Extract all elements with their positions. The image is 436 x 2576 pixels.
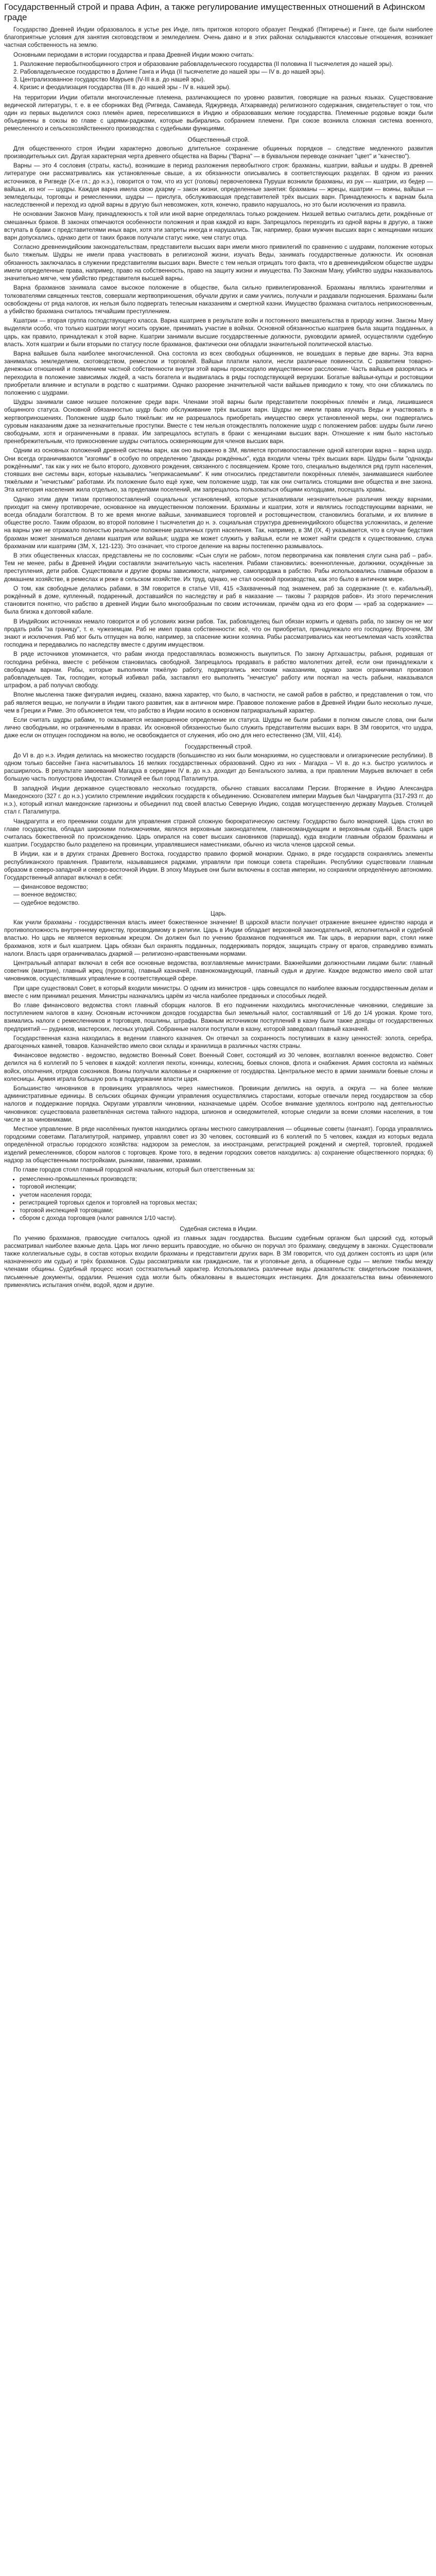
period-item: 3. Централизованное государство Маурьев (IV-III в.в. до нашей эры). [13,76,205,83]
social-paragraph: О том, как свободные делались рабами, в ЗМ говорится в статье VIII, 415 «Захваченный под знаменем, раб за содержание (т. е. кабальный), рождённый в доме, купленный, подаренный, доставшийся по наследству и раб в наказание — таковы 7 разрядов рабов». Из этого перечисления становится понятно, что рабство в древней Индии было многообразным по своим источникам, причём одна из его форм — «раб за содержание» — была близка к долговой кабале. [4,585,433,616]
city-duty-item: • торговой инспекцией торговцами; [20,1207,433,1214]
social-paragraph: Для общественного строя Индии характерно довольно длительное сохранение общинных порядков – следствие медленного развития производительных сил. Другая характерная черта древнего общества на Варны ("Варна" — в буквальном переводе означает "цвет" и "качество"). [4,145,433,160]
state-paragraph: Чандрагупта и его преемники создали для управления страной сложную бюрократическую систему. Государство было монархией. Царь стоял во главе государства, обладал широкими полномочиями, являлся верховным законодателем, главнокомандующим и верховным судьёй. Власть царя считалась божественной по происхождению. Царь опирался на совет высших сановников (паришад), куда входили главным образом брахманы и кшатрии. Государство было разделено на провинции, управлявшиеся наместниками, обычно из числа членов царской семьи. [4,818,433,849]
social-paragraph: В Индийских источниках немало говорится и об условиях жизни рабов. Так, рабовладелец был обязан кормить и одевать раба, по закону он не мог продать раба "за границу", т. е. чужеземцам. Раб не имел права собственности: всё, что он приобретал, принадлежало его господину. Впрочем, ЗМ знают и исключения. Раб мог быть отпущен на волю, например, за спасение жизни хозяина. Рабы рассматривались как неотъемлемая часть хозяйства господина и передавались по наследству вместе с другим имуществом. [4,618,433,649]
state-section [4,752,433,882]
social-paragraph: Если считать шудры рабами, то оказывается незавершенное определение их статуса. Шудры не были рабами в полном смысле слова, они были лично свободными, но ограниченными в правах. Их основной обязанностью было служить представителям высших варн. В ЗМ говорится, что шудра, даже если он отпущен господином на волю, не освобождается от служения, ибо оно для него естественно (ЗМ, VIII, 414). [4,717,433,739]
social-section [4,145,433,740]
apparatus-item: — финансовое ведомство; [13,883,433,891]
social-paragraph: Варны — это 4 сословия (страты, касты), возникшие в период разложения первобытного строя: брахманы, кшатрии, вайшьи и шудры. В древней литературе они рассматривались как установленные свыше, а их обязанности описывались в соответствующих разделах. В одном из ранних источников, в Ригведе (X-е гл.; до н.э.), говорится о том, что из уст (головы) первочеловека Пуруши возникли брахманы, из рук — кшатрии, из бедер — вайшьи, из ног — шудры. Каждая варна имела свою дхарму – закон жизни, определенные занятия: брахманы — жрецы, кшатрии — воины, вайшьи — земледельцы, торговцы и ремесленники, шудры — прислуга, обслуживающая представителей трёх высших варн. Принадлежность к варнам была наследственной и переход из одной варны в другую был невозможен, хотя, конечно, правило нарушалось, но это были исключения из правила. [4,162,433,209]
section-heading-court: Судебная система в Индии. [180,1226,257,1233]
tsar-paragraph: Государственная казна находилась в ведении главного казначея. Он отвечал за сохранность поступивших в казну ценностей: золота, серебра, драгоценных камней, товаров. Казначейство имело свои склады и хранилища в различных частях страны. [4,1035,433,1049]
tsar-paragraph: Во главе финансового ведомства стоял главный сборщик налогов. В его подчинении находились многочисленные чиновники, следившие за поступлением налогов в казну. Основным источником доходов государства был земельный налог, составлявший от 1/6 до 1/4 урожая. Кроме того, взимались налоги с ремесленников и торговцев, пошлины, штрафы. Важным источником поступлений в казну были также доходы от государственных предприятий — рудников, мастерских, лесных угодий. Собранные налоги поступали в казну, которой заведовал главный казначей. [4,1002,433,1032]
social-paragraph: Варна вайшьев была наиболее многочисленной. Она состояла из всех свободных общинников, не вошедших в первые две варны. Эта варна занималась земледелием, скотоводством, ремеслом и торговлей. Вайшьи платили налоги, несли различные повинности. С развитием товарно-денежных отношений и появлением частной собственности внутри этой варны происходило имущественное расслоение. Часть вайшьев разорялась и переходила в положение зависимых людей, а часть богатела и выдвигалась в ряды господствующей верхушки. Богатые вайшьи-купцы и ростовщики приобретали влияние и вступали в родство с кшатриями. Однако разорение значительной части вайшьев приводило к тому, что они сближались по положению с шудрами. [4,350,433,396]
social-paragraph: В этих общественных классах, представлены не по сословиям: «Сын слуги не рабом», потом первопричина как появления слуги сына раб – раб». Тем не менее, рабы в Древней Индии составляли значительную часть населения. Рабами становились: военнопленные, должники, осуждённые за преступления, дети рабов. Существовали и другие формы зависимости, например, самопродажа в рабство. Рабы использовались главным образом в домашнем хозяйстве, в ремеслах и реже в сельском хозяйстве. Их труд, однако, не стал основой производства, как это было в античном мире. [4,552,433,583]
city-duty-item: • регистрацией торговых сделок и торговлей на торговых местах; [20,1199,433,1207]
tsar-section [4,919,433,1174]
intro-paragraph: Основными периодами в истории государства и права Древней Индии можно считать: [13,51,254,58]
tsar-paragraph: Центральный аппарат включал в себя все основные ведомства, возглавляемые министрами. Важнейшими должностными лицами были: главный советник (мантрин), главный жрец (пурохита), главный казначей, главнокомандующий, главный судья и другие. Каждое ведомство имело свой штат чиновников, осуществлявших управление в соответствующей сфере. [4,959,433,982]
court-paragraph: По учению брахманов, правосудие считалось одной из главных задач государства. Высшим судебным органом был царский суд, который рассматривал наиболее важные дела. Царь мог лично вершить правосудие, но обычно он поручал это брахману, сведущему в законах. Существовали также коллегиальные суды, в состав которых входили брахманы и представители других варн. В ЗМ говорится, что суд должен состоять из царя (или назначенного им судьи) и трёх брахманов. Суды рассматривали как гражданские, так и уголовные дела, а общинные суды — мелкие тяжбы между членами общины. Судебный процесс носил состязательный характер. Использовались различные виды доказательств: свидетельские показания, письменные документы, ордалии. Решения суда могли быть обжалованы в вышестоящих инстанциях. Для доказательства вины обвиняемого применялись испытания огнём, водой, ядом и другие. [4,1234,433,1289]
state-paragraph: В Индии, как и в других странах Древнего Востока, государство правило формой монархии. Однако, в ряде государств сохранялись элементы республиканского правления. Правители, называвшиеся раджами, управляли при помощи совета старейшин. Республики существовали главным образом в северо-западной и северо-восточной Индии. В эпоху Маурьев они были включены в состав империи, но сохраняли определённую автономию. Государственный аппарат включал в себя: [4,851,433,881]
social-paragraph: Варна брахманов занимала самое высокое положение в обществе, была сильно привилегированной. Брахманы являлись хранителями и толкователями священных текстов, совершали жертвоприношения, обучали других и сами учились, получали и раздавали подношения. Брахманы были освобождены от ряда налогов, их нельзя было подвергать телесным наказаниям и смертной казни. Имущество брахмана считалось неприкосновенным, а убийство брахмана считалось тягчайшим преступлением. [4,284,433,315]
tsar-paragraph: Большинство чиновников в провинциях управлялось через наместников. Провинции делились на округа, а округа — на более мелкие административные единицы. В сельских общинах функции управления осуществлялись старостами, которые отвечали перед государством за сбор налогов и поддержание порядка. Округами управляли чиновники, назначаемые царём. Особое внимание уделялось контролю над деятельностью чиновников: существовала разветвлённая система тайного надзора, шпионов и осведомителей, которые следили за всеми слоями населения, в том числе и за чиновниками. [4,1085,433,1123]
social-paragraph: Не основании Законов Ману, принадлежность к той или иной варне определялась только рождением. Низшей ветвью считались дети, рождённые от смешанных браков. В законах отмечаются особенности положения и прав каждой из варн. Запрещалось переходить из одной варны в другую, а также вступать в браки с представителями иных варн, хотя эти запреты иногда и нарушались. Так, например, браки мужчин высших варн с женщинами низших варн допускались, однако дети от таких браков получали статус ниже, чем статус отца. [4,211,433,242]
social-paragraph: Одним из основных положений древней системы варн, как оно выражено в ЗМ, является противопоставление одной категории варна – варна шудр. Они всегда ограничиваются "изгоями" в особую по определению "дважды рождённых", куда входили члены трёх высших варн. Шудры были "однажды рождёнными", так как у них не было второго, духовного рождения, связанного с посвящением. Кроме того, специально выделялся ряд групп населения, стоявших вне системы варн, которые назывались "неприкасаемыми". К ним относились представители покорённых племён, занимавшиеся наиболее тяжёлыми и "нечистыми" работами. Их положение было ещё хуже, чем положение шудр, так как они считались стоящими вне общества и вне закона. Эта категория населения жила отдельно, за пределами поселений, им запрещалось пользоваться общими колодцами, посещать храмы. [4,447,433,494]
city-duty-item: • торговой инспекции; [20,1183,433,1191]
state-paragraph: В западной Индии державное существовало несколько государств, обычно ставших вассалами Персии. Вторжение в Индию Александра Македонского (327 г. до н.э.) усилило стремление индийских государств к объединению. Основателем империи Маурьев был Чандрагупта (317-293 гг. до н.э.), который изгнал македонские гарнизоны и объединил под своей властью Северную Индию, создав могущественную державу Маурьев. Столицей стал г. Паталипутра. [4,785,433,816]
document-title: Государственный строй и права Афин, а также регулирование имущественных отношений в Афинском граде [4,2,425,22]
social-paragraph: Вполне мысленна также фигуралия индиец, сказано, важна характер, что было, в частности, не самой рабов в рабство, и представления о том, что раб является вещью, не получили в Индии такого развития, как в античном мире. Правовое положение рабов в Древней Индии было несколько лучше, чем в Греции и Риме. Это объясняется тем, что рабство в Индии носило в основном патриархальный характер. [4,691,433,714]
section-heading-state: Государственный строй. [185,743,252,750]
social-paragraph: В ряде источников упоминается, что рабам иногда предоставлялась возможность выкупиться. По закону Артхашастры, рабыня, родившая от господина ребёнка, вместе с ребёнком становилась свободной. Запрещалось продавать в рабство малолетних детей, если они принадлежали к свободным варнам. Рабы, которые выполняли тяжёлую работу, подвергались жестоким наказаниям, однако закон ограничивал произвол рабовладельцев. Так, господин, который избивал раба, заставлял его выполнять "нечистую" работу или посягал на честь рабыни, наказывался штрафом, а раб получал свободу. [4,651,433,689]
period-item: 2. Рабовладельческое государство в Долине Ганга и Инда (II тысячелетие до нашей эры — IV в. до нашей эры). [13,69,325,76]
social-paragraph: Шудры занимали самое низшее положение среди варн. Членами этой варны были представители покорённых племён и лица, лишившиеся общинного статуса. Основной обязанностью шудр было обслуживание трёх высших варн. Шудры не имели права изучать Веды и участвовать в жертвоприношениях. Положение шудр было тяжёлым: им не разрешалось приобретать имущество сверх установленной меры, они подвергались суровым наказаниям даже за незначительные проступки. Вместе с тем нельзя отождествлять положение шудр с положением рабов: шудры были лично свободными, хотя и ограниченными в правах. Им запрещалось вступать в браки с женщинами высших варн. Отношение к ним было настолько пренебрежительным, что прикосновение шудры считалось оскверняющим для членов высших варн. [4,399,433,445]
tsar-paragraph: Местное управление. В ряде населённых пунктов находились органы местного самоуправления — общинные советы (панчаят). Города управлялись городскими советами. Паталипутрой, например, управлял совет из 30 человек, состоявший из 6 коллегий по 5 человек, каждая из которых ведала определённой отраслью городского хозяйства: надзором за ремеслом, за иностранцами, регистрацией рождений и смертей, торговлей, продажей изделий ремесленников, сбором налогов с торговцев. Кроме того, в ведении городских советов находились: а) сохранение общественного порядка; б) надзор за общественными постройками, рынками, гаванями, храмами. [4,1126,433,1164]
social-paragraph: Однако этим двум типам противопоставлений социальных установлений, которые устанавливали незначительные различия между варнами, приходит на смену противоречие, основанное на имущественном положении. Брахманы и кшатрии, хотя и являлись господствующими варнами, не всегда обладали богатством. В то же время многие вайшьи, занимавшиеся торговлей и ростовщичеством, становились богатыми, и их влияние в обществе росло. Таким образом, во второй половине I тысячелетия до н. э. социальная структура древнеиндийского общества усложнилась, и деление на варны уже не отражало полностью реальное положение различных групп населения. Так, например, в ЗМ (IX, 4) указывается, что в случае бедствия брахман может заниматься делами кшатрия или вайшья; шудра же может служить у вайшья, если не может найти средств к существованию, служа брахманам или кшатриям (ЗМ, X, 121-123). Это означает, что строгое деление на варны постепенно размывалось. [4,496,433,550]
apparatus-list [4,883,433,907]
social-paragraph: Кшатрии — вторая группа господствующего класса. Варна кшатриев в результате войн и постоянного вмешательства в природу жизни. Законы Ману выделяли особо, что только кшатрии могут носить оружие, принимать участие в войнах. Основной обязанностью кшатриев была защита подданных, а царь, как правило, принадлежал к этой варне. Кшатрии занимали высшие государственные должности, руководили армией, осуществляли судебную власть. Хотя кшатрии и были вторыми по статусу после брахманов, фактически они обладали значительной политической властью. [4,317,433,348]
section-heading-social: Общественный строй. [187,136,250,143]
court-section [4,1234,433,1289]
apparatus-item: — судебное ведомство. [13,899,433,907]
state-paragraph: До VI в. до н.э. Индия делилась на множество государств (большинство из них были монархиями, но существовали и олигархические республики). В одном только бассейне Ганга насчитывалось 16 мелких государственных образований. Одно из них - Магадха – VI в. до н.э. быстро усилилось и расширилось. В результате завоеваний Магадха в середине IV в. до н.э. доходит до Бенгальского залива, а при правлении Маурьев включает в себя большую часть полуострова Индостан. Столицей ее был город Паталипутра. [4,752,433,783]
city-duty-item: • сбором с дохода торговцев (налог равнялся 1/10 части). [20,1214,433,1222]
section-heading-tsar: Царь. [211,910,226,917]
body-paragraph: На территории Индии обитали многочисленные племена, различающиеся по уровню развития, говорящие на разных языках. Существование ведической литературы, т. е. в ее сборниках Вед (Ригведа, Самаведа, Яджурведа, Атхарваведа) религиозного содержания, свидетельствует о том, что один из первых выделился союз племён ариев, переселившихся в Индию и образовавших мелкие государства. Племенные родовые вожди были объединены в союзы во главе с царями-раджами, которые выбирались собранием племени. При союзе возникла сложная система военного, ремесленного и сельскохозяйственного производства с судебными функциями. [4,94,433,132]
tsar-paragraph: По главе городов стоял главный городской начальник, который был ответственным за: [13,1166,255,1174]
city-duties-list [4,1175,433,1222]
city-duty-item: • учетом населения города; [20,1191,433,1199]
tsar-paragraph: Как учили брахманы - государственная власть имеет божественное значение! В царской власти получает отражение внешнее единство народа и противоположность внутреннему единству, производимому в религии. Царь в Индии обладает верховной законодательной, исполнительной и судебной властью. Но царь не является верховным жрецом. Он должен был по учению брахманов подчиняться им. Так царь, в иерархии варн, стоял ниже брахманов, хотя и был кшатрием. Царь обязан был охранять подданных, поддерживать порядок, защищать страну от врагов, справедливо взимать налоги. Власть царя ограничивалась дхармой — религиозно-нравственными нормами. [4,919,433,957]
period-item: 1. Разложение первобытнообщинного строя и образование рабовладельческого государства (II половина II тысячелетия до нашей эры). [13,60,393,67]
social-paragraph: Согласно древнеиндийским законодательствам, представители высших варн имели много привилегий по сравнению с шудрами, положение которых было тяжелым. Шудры не имели права участвовать в религиозной жизни, изучать Веды, занимать государственные должности. Их основная обязанность заключалась в служении представителям высших варн. Вместе с тем нельзя отрицать того факта, что в древнеиндийском обществе шудры имели определенные права, например, право на собственность, право на защиту жизни и имущества. По Законам Ману, убийство шудры наказывалось значительно мягче, чем убийство представителя высшей варны. [4,244,433,282]
intro-paragraph: Государство Древней Индии образовалось в устье рек Инде, пять притоков которого образует Пенджаб (Пятиречье) и Ганге, где были наиболее благоприятные условия для занятия скотоводством и земледелием. Очень давно и в этих районах складываются классовые отношения, возникает частная собственность на землю. [4,26,433,49]
period-item: 4. Кризис и феодализация государства (III в. до нашей эры - IV в. нашей эры). [13,84,231,91]
apparatus-item: — военное ведомство; [13,891,433,899]
tsar-paragraph: Финансовое ведомство - ведомство, ведомство Военный Совет. Военный Совет, состоящий из 30 человек, возглавлял военное ведомство. Совет делился на 6 коллегий по 5 человек в каждой: коллегия пехоты, конницы, колесниц, боевых слонов, флота и снабжения. Армия состояла из наёмных войск, ополчения, отрядов союзников. Воины получали жалованье и снаряжение от государства. Центральное место в армии занимали боевые слоны и колесницы. Армия играла большую роль в поддержании власти царя. [4,1052,433,1082]
city-duty-item: • ремесленно-промышленных производств; [20,1175,433,1183]
intro-section [4,26,433,59]
tsar-paragraph: При царе существовал Совет, в который входили министры. О одним из министров - царь совещался по наиболее важным государственным делам и вместе с ним принимал решения. Министры назначались царём из числа наиболее преданных и способных людей. [4,985,433,999]
periods-list [4,60,433,92]
